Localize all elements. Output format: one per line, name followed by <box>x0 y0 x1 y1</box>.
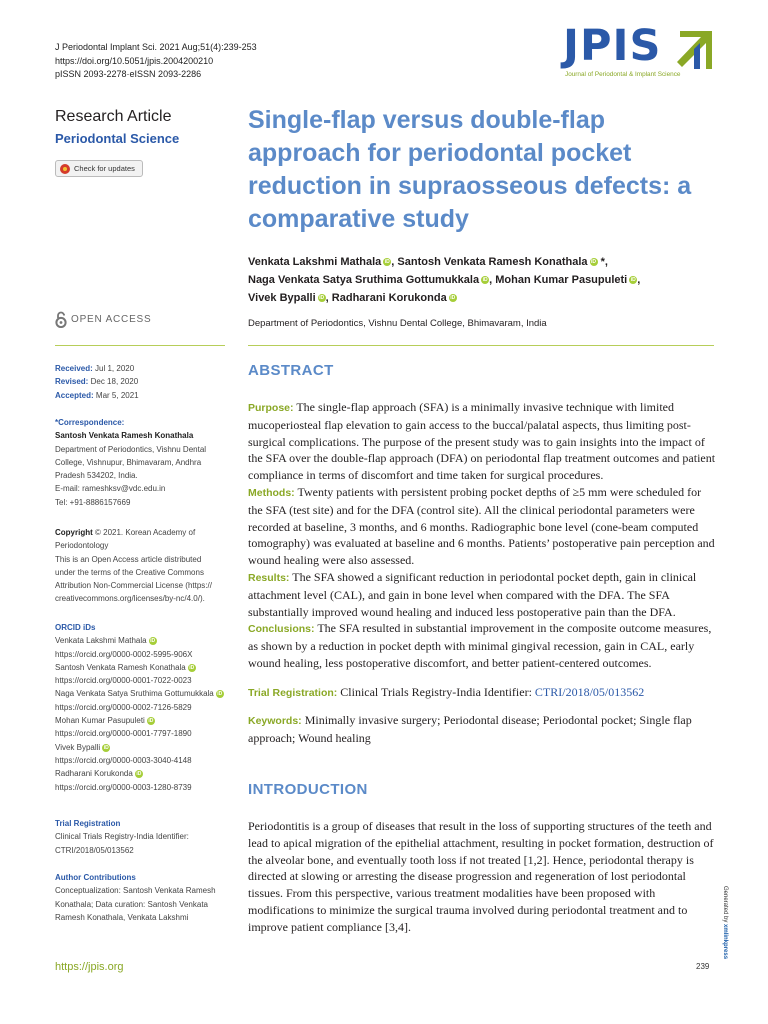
abstract-body <box>248 399 718 672</box>
citation-block <box>55 41 257 82</box>
correspondence-block <box>55 416 235 509</box>
author-name: Santosh Venkata Ramesh Konathala <box>397 256 588 268</box>
orcid-icon[interactable]: iD <box>482 277 488 284</box>
journal-logo-subtitle: Journal of Periodontal & Implant Science <box>565 71 681 78</box>
orcid-heading: ORCID iDs <box>55 623 96 632</box>
author-name: Naga Venkata Satya Sruthima Gottumukkala <box>248 274 480 286</box>
correspondence-line: Pradesh 534202, India. <box>55 471 138 481</box>
orcid-block <box>55 621 235 794</box>
author-name: Venkata Lakshmi Mathala <box>248 256 382 268</box>
introduction-heading: INTRODUCTION <box>248 781 368 798</box>
keywords: Keywords: Minimally invasive surgery; Periodontal disease; Periodontal pocket; Single flap approach; Wound healing <box>248 713 692 745</box>
open-access-label: OPEN ACCESS <box>71 314 152 325</box>
open-access-badge <box>55 311 152 328</box>
author-name: Radharani Korukonda <box>331 292 447 304</box>
received-date: Jul 1, 2020 <box>95 364 135 373</box>
orcid-name: Venkata Lakshmi Mathala iD <box>55 636 156 646</box>
copyright-label: Copyright <box>55 528 93 537</box>
doi-link[interactable]: https://doi.org/10.5051/jpis.2004200210 <box>55 55 214 66</box>
check-for-updates-button[interactable] <box>55 160 143 177</box>
open-access-lock-icon <box>55 311 67 328</box>
orcid-url[interactable]: https://orcid.org/0000-0002-7126-5829 <box>55 702 192 712</box>
copyright-block: Copyright © 2021. Korean Academy of Periodontology This is an Open Access article distributed under the terms of the Creative Commons Attribution Non-Commercial License (https:// creativecommons.org/licenses/by-nc/4.0/). <box>55 526 235 606</box>
crossmark-icon <box>60 164 70 174</box>
orcid-icon: iD <box>103 744 109 751</box>
abstract-purpose: Purpose: The single-flap approach (SFA) is a minimally invasive technique with limited mucoperiosteal flap elevation to gain access to the buccal/palatal aspects, thus limiting post-surgical complications. The purpose of the present study was to gain insights into the impact of the SFA over the double-flap approach (DFA) on periodontal flap treatment outcomes and patient compliance in terms of discomfort and time taken for surgical procedures. <box>248 400 716 483</box>
citation: J Periodontal Implant Sci. 2021 Aug;51(4):239-253 <box>55 42 257 52</box>
orcid-icon: iD <box>217 691 223 698</box>
abstract-results: Results: The SFA showed a significant reduction in periodontal pocket depth, gain in clinical attachment level (CAL), and gain in bone level when compared with the DFA. The SFA substantially improved wound healing and induced less postoperative pain than the DFA. <box>248 569 697 619</box>
issn: pISSN 2093-2278·eISSN 2093-2286 <box>55 69 202 79</box>
orcid-icon[interactable]: iD <box>319 295 325 302</box>
article-category: Periodontal Science <box>55 131 180 146</box>
correspondence-email[interactable]: E-mail: rameshksv@vdc.edu.in <box>55 484 166 494</box>
affiliation: Department of Periodontics, Vishnu Dental College, Bhimavaram, India <box>248 318 547 329</box>
license-link[interactable]: creativecommons.org/licenses/by-nc/4.0/). <box>55 594 205 604</box>
dates-block: Received: Jul 1, 2020 Revised: Dec 18, 2020 Accepted: Mar 5, 2021 <box>55 364 139 400</box>
orcid-icon: iD <box>148 717 154 724</box>
author-name: Mohan Kumar Pasupuleti <box>495 274 628 286</box>
correspondence-tel: Tel: +91-8886157669 <box>55 497 131 507</box>
orcid-icon[interactable]: iD <box>384 259 390 266</box>
orcid-name: Radharani Korukonda iD <box>55 769 142 779</box>
orcid-icon[interactable]: iD <box>630 277 636 284</box>
orcid-url[interactable]: https://orcid.org/0000-0001-7797-1890 <box>55 729 192 739</box>
orcid-icon: iD <box>189 664 195 671</box>
introduction-body: Periodontitis is a group of diseases that result in the loss of supporting structures of the teeth and lead to apical migration of the epithelial attachment, resulting in pocket formation, destruction of the alveolar bone, and eventually tooth loss if not treated [1,2]. Hence, periodontal therapy is directed at slowing or arresting the disease progression and regeneration of lost periodontal tissues. From this perspective, various treatment modalities have been proposed with modifications to minimize the surgical trauma involved during periodontal treatment and to improve patient compliance [3,4]. <box>248 819 714 934</box>
correspondence-name: Santosh Venkata Ramesh Konathala <box>55 431 194 441</box>
orcid-icon: iD <box>150 638 156 645</box>
orcid-url[interactable]: https://orcid.org/0000-0003-3040-4148 <box>55 755 192 765</box>
orcid-name: Mohan Kumar Pasupuleti iD <box>55 716 154 726</box>
article-type: Research Article <box>55 108 172 125</box>
author-list: Venkata Lakshmi Mathala iD , Santosh Venkata Ramesh Konathala iD *, Naga Venkata Satya Sruthima Gottumukkala iD , Mohan Kumar Pasupuleti iD , Vivek Bypalli iD , Radharani Korukonda iD <box>248 256 641 304</box>
revised-date: Dec 18, 2020 <box>90 377 139 387</box>
abstract-heading: ABSTRACT <box>248 362 334 379</box>
author-contrib-heading: Author Contributions <box>55 873 136 882</box>
correspondence-line: College, Vishnupur, Bhimavaram, Andhra <box>55 457 202 467</box>
trial-registration: Trial Registration: Clinical Trials Registry-India Identifier: CTRI/2018/05/013562 <box>248 685 645 699</box>
xmlinkpress-credit: Generated by xmlinkpress <box>722 886 728 960</box>
orcid-name: Naga Venkata Satya Sruthima Gottumukkala iD <box>55 689 223 699</box>
abstract-conclusions: Conclusions: The SFA resulted in substantial improvement in the composite outcome measures, as shown by a reduction in pocket depth with minimal gingival recession, gain in CAL, early wound healing, less postoperative discomfort, and better patient-centered outcomes. <box>248 621 712 670</box>
accepted-date: Mar 5, 2021 <box>95 390 139 400</box>
author-contributions-block: Author Contributions Conceptualization: Santosh Venkata Ramesh Konathala; Data curation: Santosh Venkata Ramesh Konathala, Venkata Lakshmi <box>55 871 235 924</box>
correspondence-heading: *Correspondence: <box>55 418 125 427</box>
check-for-updates-label: Check for updates <box>74 164 135 173</box>
left-divider <box>55 345 225 346</box>
author-name: Vivek Bypalli <box>248 292 316 304</box>
orcid-name: Vivek Bypalli iD <box>55 742 109 752</box>
trial-heading: Trial Registration <box>55 819 121 828</box>
article-title: Single-flap versus double-flap approach for periodontal pocket reduction in supraosseous defects: a comparative study <box>248 106 692 233</box>
orcid-name: Santosh Venkata Ramesh Konathala iD <box>55 662 195 672</box>
orcid-url[interactable]: https://orcid.org/0000-0002-5995-906X <box>55 649 193 659</box>
journal-logo-mark-icon <box>674 29 714 69</box>
trial-registration-block: Trial Registration Clinical Trials Registry-India Identifier: CTRI/2018/05/013562 <box>55 817 235 857</box>
orcid-icon[interactable]: iD <box>450 295 456 302</box>
abstract-methods: Methods: Twenty patients with persistent probing pocket depths of ≥5 mm were scheduled for the SFA (test site) and for the DFA (control site). All the clinical periodontal parameters were recorded at baseline, 3 months, and 6 months. Radiographic bone level (cone-beam computed tomography) was evaluated at baseline and 6 months. Patients’ postoperative pain perception and wound healing were also assessed. <box>248 484 715 568</box>
orcid-icon[interactable]: iD <box>591 259 597 266</box>
right-divider <box>248 345 714 346</box>
orcid-url[interactable]: https://orcid.org/0000-0001-7022-0023 <box>55 676 192 686</box>
correspondence-line: Department of Periodontics, Vishnu Dental <box>55 444 207 454</box>
orcid-url[interactable]: https://orcid.org/0000-0003-1280-8739 <box>55 782 192 792</box>
journal-logo: JPIS <box>563 21 662 71</box>
trial-id-link[interactable]: CTRI/2018/05/013562 <box>534 685 645 699</box>
orcid-icon: iD <box>136 771 142 778</box>
page-number: 239 <box>696 962 710 971</box>
journal-url-link[interactable]: https://jpis.org <box>55 961 124 973</box>
